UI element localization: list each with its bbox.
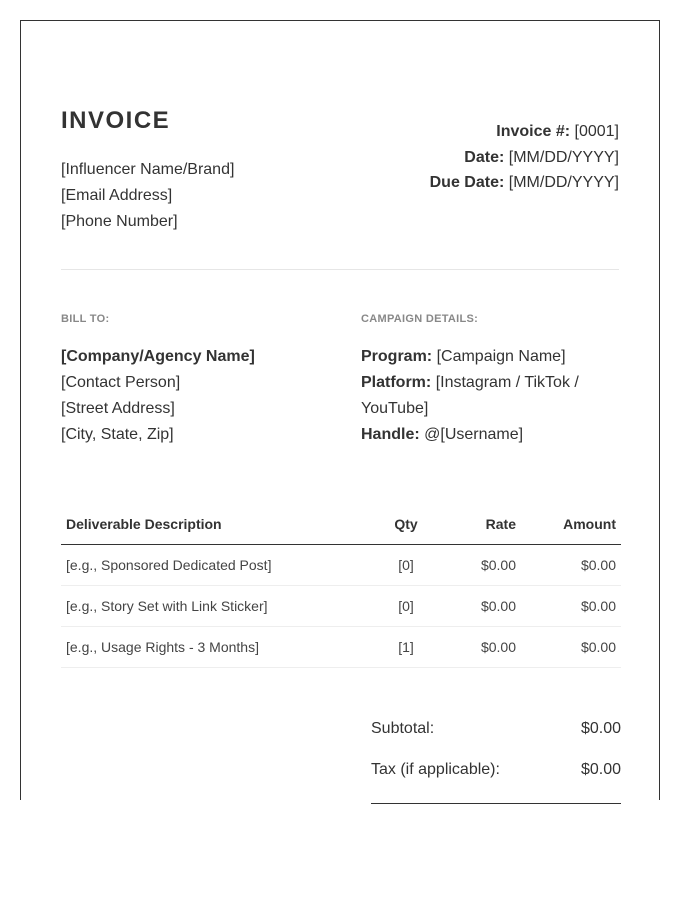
invoice-number-label: Invoice #: — [496, 123, 571, 140]
tax-value: $0.00 — [580, 761, 621, 778]
deliverables-table — [61, 504, 621, 668]
table-row — [61, 545, 621, 586]
row-amount: $0.00 — [521, 586, 621, 627]
sender-email: [Email Address] — [61, 187, 173, 204]
program-value: [Campaign Name] — [436, 348, 566, 365]
header-amount: Amount — [521, 504, 621, 545]
campaign-block — [361, 344, 621, 448]
sender-phone: [Phone Number] — [61, 213, 178, 230]
program-label: Program: — [361, 348, 433, 365]
totals-block — [371, 709, 621, 804]
subtotal-label: Subtotal: — [371, 720, 435, 737]
invoice-number-row — [430, 119, 619, 145]
invoice-date-label: Date: — [464, 148, 505, 166]
bill-to-street: [Street Address] — [61, 400, 175, 417]
invoice-number-value: [0001] — [574, 123, 619, 140]
row-description: [e.g., Usage Rights - 3 Months] — [61, 627, 376, 668]
due-date-value: [MM/DD/YYYY] — [508, 174, 619, 191]
header-divider — [61, 269, 619, 270]
bill-to-city: [City, State, Zip] — [61, 426, 174, 443]
sender-block — [61, 157, 234, 235]
bill-to-block — [61, 344, 341, 448]
bill-to-company: [Company/Agency Name] — [61, 348, 255, 365]
campaign-program-row — [361, 344, 621, 370]
row-qty: [1] — [376, 627, 436, 668]
row-qty: [0] — [376, 586, 436, 627]
bill-to-contact: [Contact Person] — [61, 374, 181, 391]
row-rate: $0.00 — [436, 627, 521, 668]
sender-name: [Influencer Name/Brand] — [61, 161, 235, 178]
tax-label: Tax (if applicable): — [371, 761, 500, 778]
invoice-date-row — [430, 145, 619, 171]
row-amount: $0.00 — [521, 545, 621, 586]
totals-rule — [371, 803, 621, 804]
row-amount: $0.00 — [521, 627, 621, 668]
campaign-details-label: CAMPAIGN DETAILS: — [361, 313, 479, 325]
header-rate: Rate — [436, 504, 521, 545]
handle-label: Handle: — [361, 426, 420, 443]
due-date-row — [430, 170, 619, 196]
table-row — [61, 627, 621, 668]
subtotal-value: $0.00 — [580, 720, 621, 737]
handle-value: @[Username] — [424, 426, 524, 443]
invoice-sheet — [20, 20, 660, 800]
table-header-row — [61, 504, 621, 545]
invoice-meta — [430, 119, 619, 196]
row-description: [e.g., Sponsored Dedicated Post] — [61, 545, 376, 586]
table-row — [61, 586, 621, 627]
row-rate: $0.00 — [436, 586, 521, 627]
invoice-title: INVOICE — [61, 107, 171, 134]
campaign-handle-row — [361, 422, 621, 448]
due-date-label: Due Date: — [429, 174, 505, 191]
invoice-date-value: [MM/DD/YYYY] — [508, 148, 619, 166]
row-rate: $0.00 — [436, 545, 521, 586]
row-qty: [0] — [376, 545, 436, 586]
platform-value: [Instagram / TikTok / YouTube] — [361, 374, 579, 417]
bill-to-label: BILL TO: — [61, 313, 110, 325]
header-qty: Qty — [376, 504, 436, 545]
row-description: [e.g., Story Set with Link Sticker] — [61, 586, 376, 627]
campaign-platform-row — [361, 370, 621, 422]
header-description: Deliverable Description — [61, 504, 376, 545]
platform-label: Platform: — [361, 374, 432, 391]
tax-row — [371, 750, 621, 791]
subtotal-row — [371, 709, 621, 750]
